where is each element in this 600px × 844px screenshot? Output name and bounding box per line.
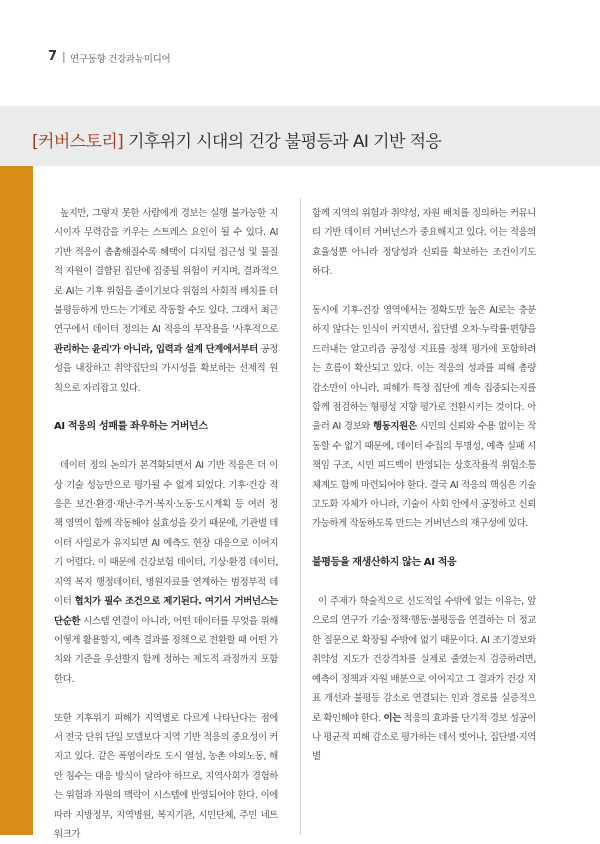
title-text: 기후위기 시대의 건강 불평등과 AI 기반 적응 (123, 132, 442, 152)
article-title (32, 127, 441, 152)
paragraph: 함께 지역의 위험과 취약성, 자원 배치를 정의하는 커뮤니티 기반 데이터 거버넌스가 중요해지고 있다. 이는 적응의 효율성뿐 아니라 정당성과 신뢰를 확보하는 조건이기도 하다. (312, 208, 536, 278)
section-name: 연구동향 건강과뉴미디어 (70, 54, 171, 65)
accent-bar (0, 166, 33, 835)
article-body (33, 166, 553, 840)
emphasis-text: 이는 (383, 712, 401, 724)
page-header (0, 0, 600, 106)
title-tag: [커버스토리] (32, 132, 124, 152)
header-separator: | (62, 50, 66, 63)
emphasis-text: 행동지원은 (373, 421, 417, 433)
column-divider (300, 198, 301, 835)
paragraph: 높지만, 그렇지 못한 사람에게 경보는 실행 불가능한 지시이자 무력감을 키우는 스트레스 요인이 될 수 있다. AI 기반 적응이 촘촘해질수록 혜택이 디지털 접근성 및 물질적 자원이 결합된 집단에 집중될 위험이 커지며, 결과적으로 AI는 기후 위험을 줄이기보다 위험의 사회적 배치를 더 불평등하게 만드는 기제로 작동할 수도 있다. 그래서 최근 연구에서 데이터 정의는 AI 적응의 부작용을 '사후적으로 관리하는 윤리'가 아니라, 입력과 설계 단계에서부터 공정성을 내장하고 취약집단의 가시성을 확보하는 선제적 원칙으로 자리잡고 있다. (54, 208, 278, 394)
page-number: 7 (48, 49, 58, 64)
section-heading: AI 적응의 성패를 좌우하는 거버넌스 (54, 421, 208, 433)
emphasis-text: 협치가 필수 조건으로 제기된다. 여기서 거버넌스는 단순한 (54, 596, 278, 627)
paragraph: 동시에 기후-건강 영역에서는 정확도만 높은 AI로는 충분하지 않다는 인식이 커지면서, 집단별 오차·누락률·편향을 드러내는 알고리즘 공정성 지표를 정책 평가에 포함하려는 흐름이 확산되고 있다. 이는 적응의 성과를 피해 총량 감소만이 아니라, 피해가 특정 집단에 계속 집중되는지를 함께 점검하는 형평성 지향 평가로 전환시키는 것이다. 아울러 AI 경보와 행동지원은 시민의 신뢰와 수용 없이는 작동할 수 없기 때문에, 데이터 수집의 투명성, 예측 실패 시 책임 구조, 시민 피드백이 반영되는 상호작용적 위험소통 체계도 함께 마련되어야 한다. 결국 AI 적응의 핵심은 기술 고도화 자체가 아니라, 기술이 사회 안에서 공정하고 신뢰 가능하게 작동하도록 만드는 거버넌스의 재구성에 있다. (312, 305, 536, 530)
right-column (312, 204, 536, 767)
emphasis-text: 관리하는 윤리'가 아니라, 입력과 설계 단계에서부터 (54, 343, 258, 355)
left-column (54, 204, 278, 844)
paragraph: 또한 기후위기 피해가 지역별로 다르게 나타난다는 점에서 전국 단위 단일 모델보다 지역 기반 적응의 중요성이 커지고 있다. 같은 폭염이라도 도시 열섬, 농촌 야외노동, 해안 침수는 대응 방식이 달라야 하므로, 지역사회가 경험하는 위험과 자원의 맥락이 시스템에 반영되어야 한다. 이에 따라 지방정부, 지역병원, 복지기관, 시민단체, 주민 네트워크가 (54, 712, 278, 840)
paragraph: 이 주제가 학술적으로 선도적일 수밖에 없는 이유는, 앞으로의 연구가 기술·정책·행동·불평등을 연결하는 더 정교한 질문으로 확장될 수밖에 없기 때문이다. AI 조기경보와 취약성 지도가 건강격차를 실제로 줄였는지 검증하려면, 예측이 정책과 자원 배분으로 이어지고 그 결과가 건강 지표 개선과 불평등 감소로 연결되는 인과 경로를 실증적으로 확인해야 한다. 이는 적응의 효과를 단기적 경보 성공이나 평균적 피해 감소로 평가하는 데서 벗어나, 집단별·지역별 (312, 596, 537, 763)
section-heading: 불평등을 재생산하지 않는 AI 적응 (312, 557, 457, 569)
paragraph: 데이터 정의 논의가 본격화되면서 AI 기반 적응은 더 이상 기술 성능만으로 평가될 수 없게 되었다. 기후·건강 적응은 보건·환경·재난·주거·복지·노동·도시계획 등 여러 정책 영역이 함께 작동해야 실효성을 갖기 때문에, 기관별 데이터 사일로가 유지되면 AI 예측도 현장 대응으로 이어지기 어렵다. 이 때문에 건강보험 데이터, 기상·환경 데이터, 지역 복지 행정데이터, 병원자료를 연계하는 범정부적 데이터 협치가 필수 조건으로 제기된다. 여기서 거버넌스는 단순한 시스템 연결이 아니라, 어떤 데이터를 무엇을 위해 어떻게 활용할지, 예측 결과를 정책으로 전환할 때 어떤 가치와 기준을 우선할지 함께 정하는 제도적 과정까지 포함한다. (54, 460, 278, 685)
